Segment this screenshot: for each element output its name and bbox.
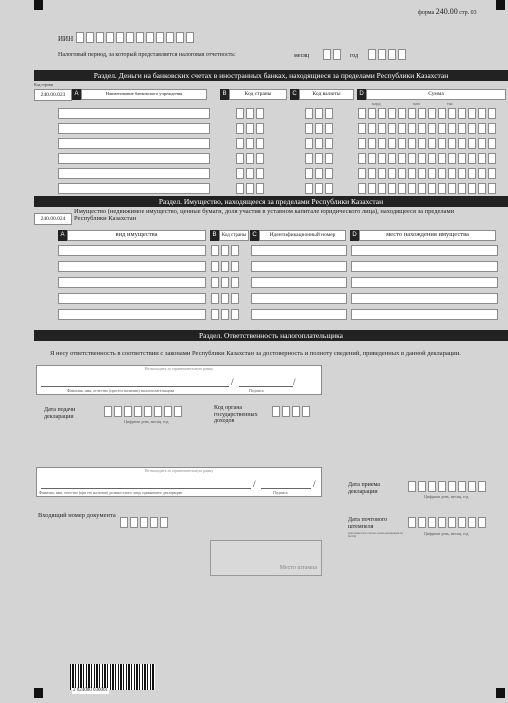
property-country-cells[interactable] (211, 277, 241, 288)
receipt-date-cells[interactable] (408, 481, 488, 492)
property-type-field[interactable] (58, 261, 206, 272)
unit-thousands: тыс (447, 101, 454, 106)
line-code-024: 240.00.024 (34, 213, 72, 225)
country-code-cells[interactable] (236, 183, 266, 194)
bank-name-field[interactable] (58, 123, 210, 134)
col-a-label: Наименование банковского учреждения (81, 89, 207, 100)
corner-marker-top-left (34, 0, 43, 10)
col-d-header (357, 89, 506, 100)
page-label: стр. 03 (459, 10, 477, 16)
bank-name-field[interactable] (58, 183, 210, 194)
currency-code-cells[interactable] (305, 153, 335, 164)
corner-marker-bottom-right (496, 688, 505, 698)
country-code-cells[interactable] (236, 108, 266, 119)
bank-name-field[interactable] (58, 168, 210, 179)
official-frame-note: Не выходить за ограничительную рамку (144, 468, 214, 473)
property-location-field[interactable] (351, 293, 498, 304)
s2-col-c-header (250, 230, 346, 241)
property-country-cells[interactable] (211, 261, 241, 272)
amount-cells[interactable] (358, 123, 498, 134)
identification-number-field[interactable] (251, 261, 347, 272)
receipt-date-caption: Цифрами день, месяц, год (424, 494, 469, 499)
s2-col-b-header (210, 230, 249, 241)
currency-code-cells[interactable] (305, 123, 335, 134)
taxpayer-signature-caption: Подпись (249, 388, 264, 393)
tax-period-label: Налоговый период, за который представляется налоговая отчетность: (58, 52, 236, 58)
section2-title: Раздел. Имущество, находящееся за пределами Республики Казахстан (34, 196, 508, 207)
section3-title: Раздел. Ответственность налогоплательщика (34, 330, 508, 341)
form-label: форма (418, 10, 435, 16)
official-name-frame[interactable] (36, 467, 322, 497)
currency-code-cells[interactable] (305, 108, 335, 119)
barcode-number: 2 024000 030001 (73, 688, 108, 693)
property-country-cells[interactable] (211, 245, 241, 256)
official-signature-caption: Подпись (273, 490, 288, 495)
property-location-field[interactable] (351, 277, 498, 288)
s2-col-a-tag: A (58, 230, 67, 241)
taxpayer-name-line (41, 386, 229, 387)
country-code-cells[interactable] (236, 168, 266, 179)
s2-col-d-tag: D (350, 230, 359, 241)
amount-cells[interactable] (358, 168, 498, 179)
amount-cells[interactable] (358, 138, 498, 149)
barcode (70, 664, 155, 690)
col-c-tag: C (290, 89, 299, 100)
property-country-cells[interactable] (211, 309, 241, 320)
currency-code-cells[interactable] (305, 183, 335, 194)
incoming-number-label: Входящий номер документа (38, 512, 116, 519)
amount-cells[interactable] (358, 153, 498, 164)
col-b-tag: B (220, 89, 229, 100)
s2-col-c-label: Идентификационный номер (259, 230, 346, 241)
tax-authority-label: Код органа государственных доходов (214, 405, 258, 425)
submit-date-caption: Цифрами день, месяц, год (124, 419, 169, 424)
col-c-header (290, 89, 354, 100)
month-cells[interactable] (323, 49, 343, 60)
official-name-line (41, 488, 251, 489)
s2-col-b-label: Код страны (219, 230, 249, 241)
taxpayer-name-caption: Фамилия, имя, отчество (при его наличии) налогоплательщика (67, 388, 175, 393)
stamp-area (210, 540, 322, 576)
section1-title: Раздел. Деньги на банковских счетах в иностранных банках, находящиеся за пределами Республики Казахстан (34, 70, 508, 81)
submit-date-cells[interactable] (104, 406, 184, 417)
line-code-label: Код строки (34, 82, 54, 87)
corner-marker-top-right (496, 0, 505, 10)
submit-date-label: Дата подачи декларации (44, 407, 76, 420)
amount-cells[interactable] (358, 108, 498, 119)
property-location-field[interactable] (351, 245, 498, 256)
postmark-date-label: Дата почтового штемпеля (348, 517, 388, 530)
postmark-date-cells[interactable] (408, 517, 488, 528)
currency-code-cells[interactable] (305, 168, 335, 179)
tax-authority-cells[interactable] (272, 406, 312, 417)
bank-name-field[interactable] (58, 138, 210, 149)
identification-number-field[interactable] (251, 293, 347, 304)
s2-col-d-label: место нахождения имущества (359, 230, 496, 241)
official-signature-line (261, 488, 311, 489)
col-d-tag: D (357, 89, 366, 100)
country-code-cells[interactable] (236, 153, 266, 164)
year-cells[interactable] (368, 49, 408, 60)
country-code-cells[interactable] (236, 138, 266, 149)
col-a-tag: A (72, 89, 81, 100)
s2-col-a-label: вид имущества (67, 230, 206, 241)
year-label: год (350, 53, 359, 59)
taxpayer-frame-note: Не выходить за ограничительную рамку (144, 366, 214, 371)
property-type-field[interactable] (58, 277, 206, 288)
col-a-header (72, 89, 207, 100)
name-slash: / (231, 377, 234, 387)
iin-cells[interactable] (76, 32, 196, 43)
property-type-field[interactable] (58, 245, 206, 256)
property-type-field[interactable] (58, 309, 206, 320)
col-b-label: Код страны (229, 89, 287, 100)
postmark-date-caption: Цифрами день, месяц, год (424, 531, 469, 536)
s2-col-b-tag: B (210, 230, 219, 241)
col-b-header (220, 89, 287, 100)
official-slash-2: / (313, 479, 316, 489)
s2-col-c-tag: C (250, 230, 259, 241)
identification-number-field[interactable] (251, 277, 347, 288)
property-location-field[interactable] (351, 309, 498, 320)
taxpayer-name-frame[interactable] (36, 365, 322, 395)
currency-code-cells[interactable] (305, 138, 335, 149)
property-description: Имущество (недвижимое имущество, ценные бумаги, доля участия в уставном капитале юридического лица), находящееся за пределами Республики Казахстан (74, 208, 455, 223)
form-number (418, 8, 477, 17)
s2-col-d-header (350, 230, 496, 241)
s2-col-a-header (58, 230, 206, 241)
iin-label: ИИН (58, 35, 74, 43)
col-c-label: Код валюты (299, 89, 354, 100)
corner-marker-bottom-left (34, 688, 43, 698)
stamp-place-label: Место штампа (279, 565, 317, 572)
identification-number-field[interactable] (251, 309, 347, 320)
responsibility-statement: Я несу ответственность в соответствии с законами Республики Казахстан за достоверность и полноту сведений, приведенных в данной декларации. (50, 350, 461, 357)
form-code: 240.00 (435, 7, 458, 16)
amount-cells[interactable] (358, 183, 498, 194)
official-name-caption: Фамилия, имя, отчество (при его наличии) должностного лица, принявшего декларацию (39, 491, 183, 495)
unit-millions: млн (413, 101, 420, 106)
official-slash-1: / (253, 479, 256, 489)
property-type-field[interactable] (58, 293, 206, 304)
line-code-023: 240.00.023 (34, 89, 72, 101)
bank-name-field[interactable] (58, 153, 210, 164)
month-label: месяц (294, 53, 310, 59)
signature-slash: / (293, 377, 296, 387)
postmark-note: (заполняется в случае сдачи декларации по почте) (348, 531, 404, 539)
identification-number-field[interactable] (251, 245, 347, 256)
incoming-number-cells[interactable] (120, 517, 170, 528)
property-location-field[interactable] (351, 261, 498, 272)
unit-billions: млрд (372, 101, 381, 106)
col-d-label: Сумма (366, 89, 506, 100)
receipt-date-label: Дата приема декларации (348, 482, 380, 495)
taxpayer-signature-line (239, 386, 293, 387)
country-code-cells[interactable] (236, 123, 266, 134)
property-country-cells[interactable] (211, 293, 241, 304)
bank-name-field[interactable] (58, 108, 210, 119)
